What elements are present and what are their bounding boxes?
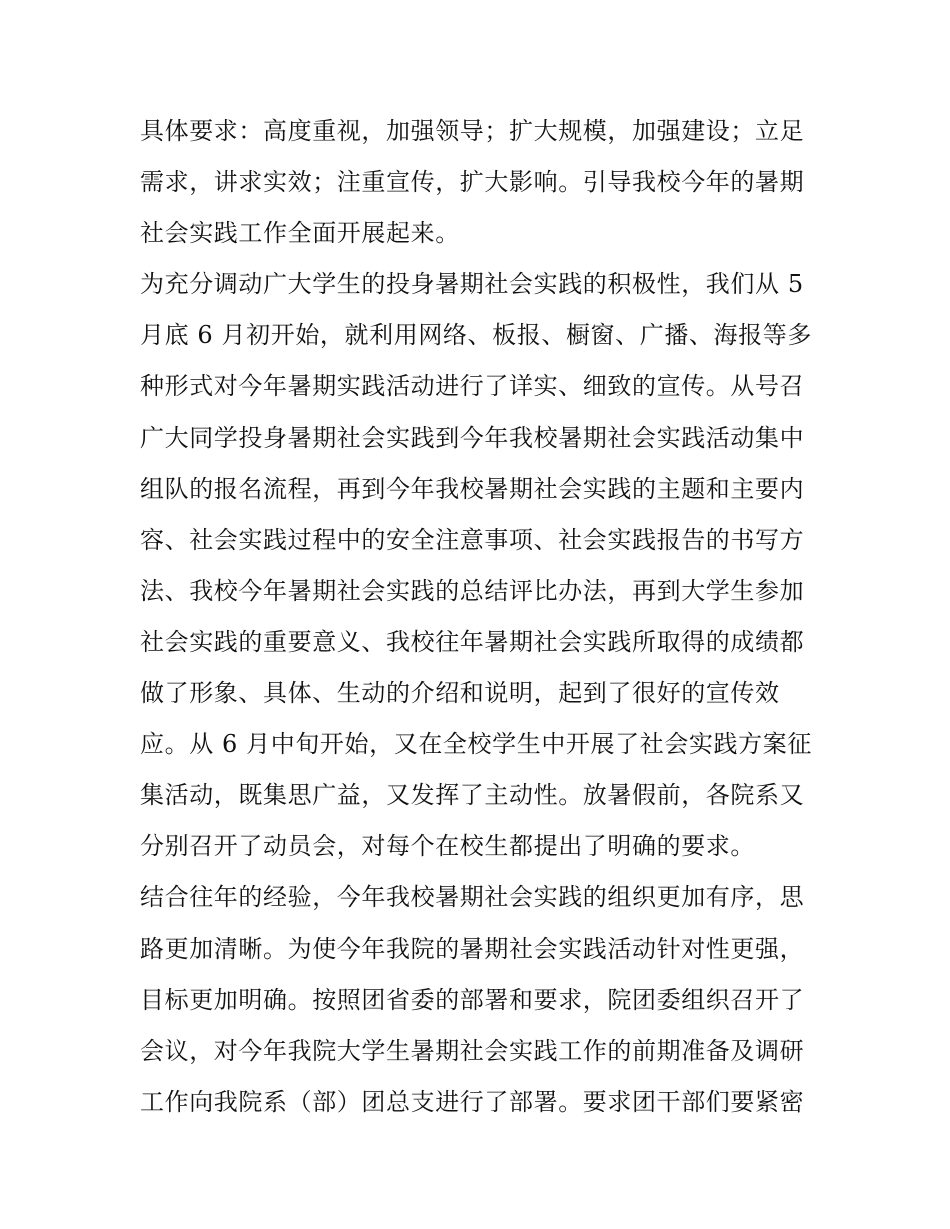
text-line: 分别召开了动员会，对每个在校生都提出了明确的要求。 — [140, 832, 755, 861]
text-line: 广大同学投身暑期社会实践到今年我校暑期社会实践活动集中 — [140, 423, 805, 452]
text-line: 月底 6 月初开始，就利用网络、板报、橱窗、广播、海报等多 — [140, 321, 812, 350]
document-body — [140, 106, 820, 1128]
text-line: 目标更加明确。按照团省委的部署和要求，院团委组织召开了 — [140, 985, 805, 1014]
text-line: 为充分调动广大学生的投身暑期社会实践的积极性，我们从 5 — [140, 270, 804, 299]
text-line: 工作向我院系（部）团总支进行了部署。要求团干部们要紧密 — [140, 1087, 805, 1116]
text-line: 做了形象、具体、生动的介绍和说明，起到了很好的宣传效 — [140, 679, 780, 708]
text-line: 社会实践工作全面开展起来。 — [140, 219, 460, 248]
text-line: 法、我校今年暑期社会实践的总结评比办法，再到大学生参加 — [140, 576, 805, 605]
text-line: 路更加清晰。为使今年我院的暑期社会实践活动针对性更强， — [140, 934, 805, 963]
text-line: 组队的报名流程，再到今年我校暑期社会实践的主题和主要内 — [140, 474, 805, 503]
text-line: 具体要求：高度重视，加强领导；扩大规模，加强建设；立足 — [140, 117, 805, 145]
text-line: 应。从 6 月中旬开始，又在全校学生中开展了社会实践方案征 — [140, 730, 812, 759]
text-line: 结合往年的经验，今年我校暑期社会实践的组织更加有序，思 — [140, 883, 805, 912]
text-line: 容、社会实践过程中的安全注意事项、社会实践报告的书写方 — [140, 525, 805, 554]
text-line: 集活动，既集思广益，又发挥了主动性。放暑假前，各院系又 — [140, 781, 805, 810]
text-line: 种形式对今年暑期实践活动进行了详实、细致的宣传。从号召 — [140, 372, 805, 401]
text-line: 需求，讲求实效；注重宣传，扩大影响。引导我校今年的暑期 — [140, 168, 805, 197]
text-line: 会议，对今年我院大学生暑期社会实践工作的前期准备及调研 — [140, 1036, 805, 1065]
text-line: 社会实践的重要意义、我校往年暑期社会实践所取得的成绩都 — [140, 627, 805, 656]
